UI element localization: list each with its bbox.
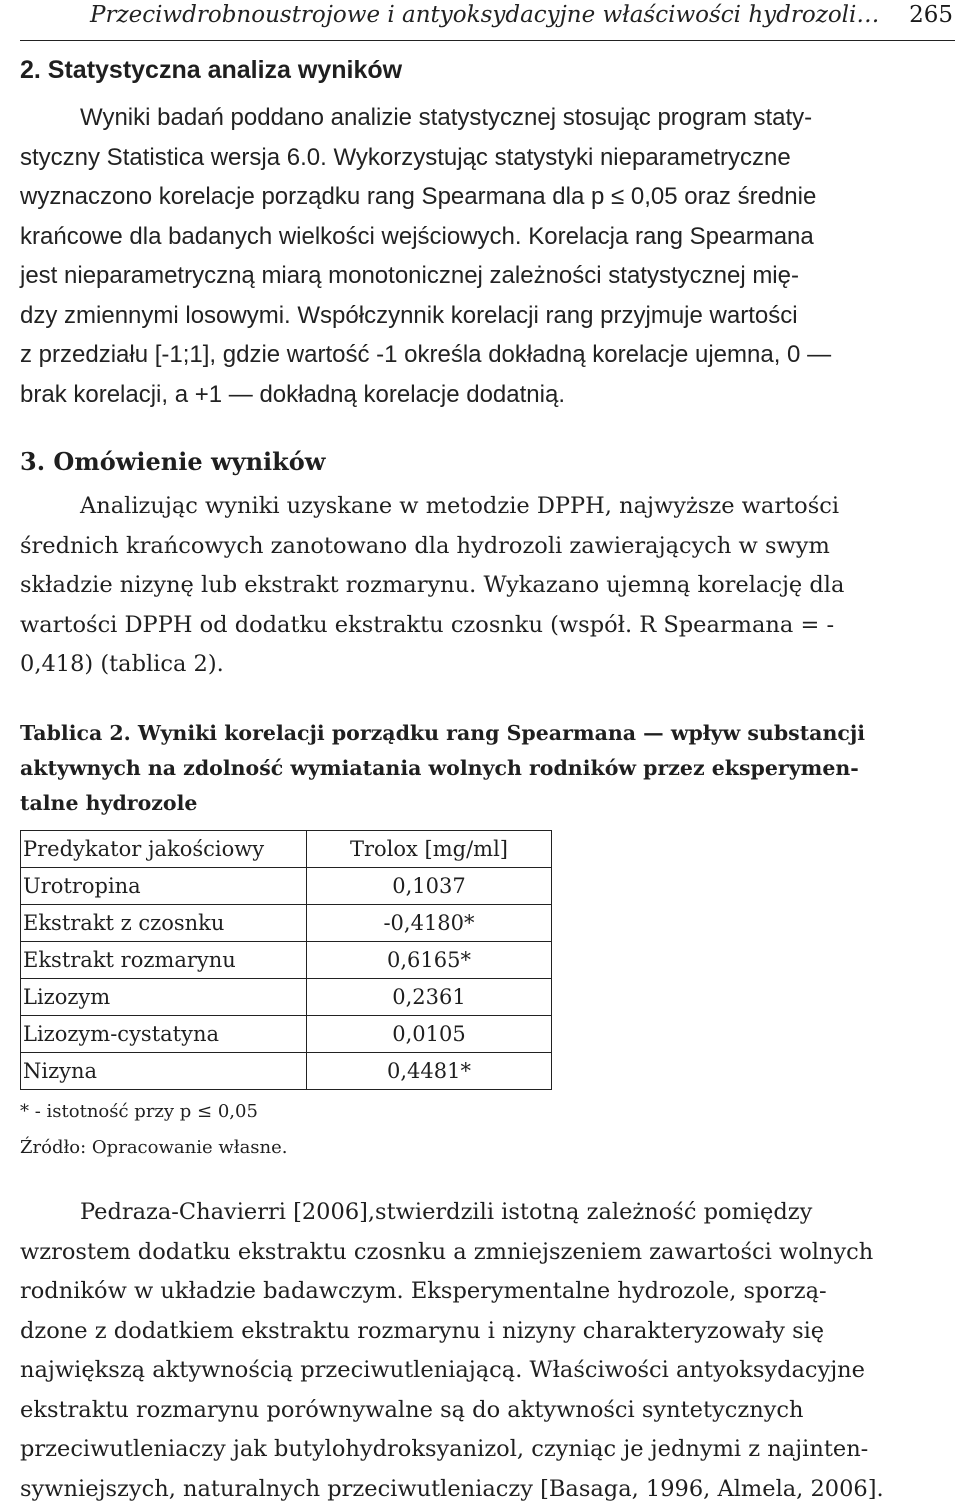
page-number: 265	[909, 2, 953, 28]
caption-line: Tablica 2. Wyniki korelacji porządku rang Spearmana — wpływ substancji	[20, 721, 866, 745]
text-line: krańcowe dla badanych wielkości wejściowych. Korelacja rang Spearmana	[20, 222, 814, 250]
row-label: Lizozym	[21, 979, 307, 1016]
row-label: Ekstrakt z czosnku	[21, 905, 307, 942]
text-line: styczny Statistica wersja 6.0. Wykorzystując statystyki nieparametryczne	[20, 143, 791, 171]
row-value: -0,4180*	[307, 905, 552, 942]
row-value: 0,4481*	[307, 1053, 552, 1090]
text-line: wzrostem dodatku ekstraktu czosnku a zmniejszeniem zawartości wolnych	[20, 1238, 874, 1265]
row-value: 0,2361	[307, 979, 552, 1016]
section-paragraph-statistics	[20, 98, 955, 414]
header-predictor: Predykator jakościowy	[21, 831, 307, 868]
row-value: 0,1037	[307, 868, 552, 905]
row-label: Urotropina	[21, 868, 307, 905]
caption-line: talne hydrozole	[20, 791, 198, 815]
significance-note: * - istotność przy p ≤ 0,05	[20, 1101, 258, 1122]
row-value: 0,6165*	[307, 942, 552, 979]
text-line: rodników w układzie badawczym. Eksperymentalne hydrozole, sporzą-	[20, 1278, 827, 1304]
table-row	[21, 1016, 552, 1053]
table-row	[21, 979, 552, 1016]
text-line: wyznaczono korelacje porządku rang Spearmana dla p ≤ 0,05 oraz średnie	[20, 183, 817, 210]
text-line: jest nieparametryczną miarą monotonicznej zależności statystycznej mię-	[20, 262, 799, 289]
text-line: dzy zmiennymi losowymi. Współczynnik korelacji rang przyjmuje wartości	[20, 301, 798, 329]
running-title: Przeciwdrobnoustrojowe i antyoksydacyjne właściwości hydrozoli…	[90, 2, 880, 28]
table-row	[21, 942, 552, 979]
row-value: 0,0105	[307, 1016, 552, 1053]
text-line: brak korelacji, a +1 — dokładną korelacje dodatnią.	[20, 380, 565, 408]
row-label: Nizyna	[21, 1053, 307, 1090]
text-line: Pedraza-Chavierri [2006],stwierdzili istotną zależność pomiędzy	[80, 1199, 813, 1225]
row-label: Lizozym-cystatyna	[21, 1016, 307, 1053]
text-line: dzone z dodatkiem ekstraktu rozmarynu i nizyny charakteryzowały się	[20, 1317, 825, 1344]
text-line: Analizując wyniki uzyskane w metodzie DPPH, najwyższe wartości	[80, 493, 840, 519]
table-caption	[20, 716, 955, 821]
text-line: największą aktywnością przeciwutleniającą. Właściwości antyoksydacyjne	[20, 1357, 865, 1383]
text-line: 0,418) (tablica 2).	[20, 651, 224, 677]
closing-paragraph	[20, 1193, 955, 1509]
table-header-row	[21, 831, 552, 868]
text-line: sywniejszych, naturalnych przeciwutleniaczy [Basaga, 1996, Almela, 2006].	[20, 1475, 884, 1502]
table-row	[21, 905, 552, 942]
section-heading-discussion: 3. Omówienie wyników	[20, 447, 326, 476]
table-notes	[20, 1094, 955, 1166]
table-row	[21, 1053, 552, 1090]
running-header	[20, 0, 955, 41]
text-line: z przedziału [-1;1], gdzie wartość -1 określa dokładną korelacje ujemna, 0 —	[20, 341, 832, 368]
caption-line: aktywnych na zdolność wymiatania wolnych rodników przez eksperymen-	[20, 756, 859, 780]
section-heading-statistics: 2. Statystyczna analiza wyników	[20, 56, 403, 84]
text-line: wartości DPPH od dodatku ekstraktu czosnku (współ. R Spearmana = -	[20, 611, 835, 638]
results-table	[20, 830, 552, 1090]
row-label: Ekstrakt rozmarynu	[21, 942, 307, 979]
source-note: Źródło: Opracowanie własne.	[20, 1137, 288, 1158]
text-line: średnich krańcowych zanotowano dla hydrozoli zawierających w swym	[20, 532, 830, 559]
text-line: Wyniki badań poddano analizie statystycznej stosując program staty-	[80, 104, 813, 131]
header-trolox: Trolox [mg/ml]	[307, 831, 552, 868]
text-line: ekstraktu rozmarynu porównywalne są do aktywności syntetycznych	[20, 1396, 804, 1423]
table-row	[21, 868, 552, 905]
text-line: przeciwutleniaczy jak butylohydroksyanizol, czyniąc je jednymi z najinten-	[20, 1436, 869, 1462]
text-line: składzie nizynę lub ekstrakt rozmarynu. Wykazano ujemną korelację dla	[20, 572, 845, 598]
section-paragraph-discussion	[20, 487, 955, 685]
